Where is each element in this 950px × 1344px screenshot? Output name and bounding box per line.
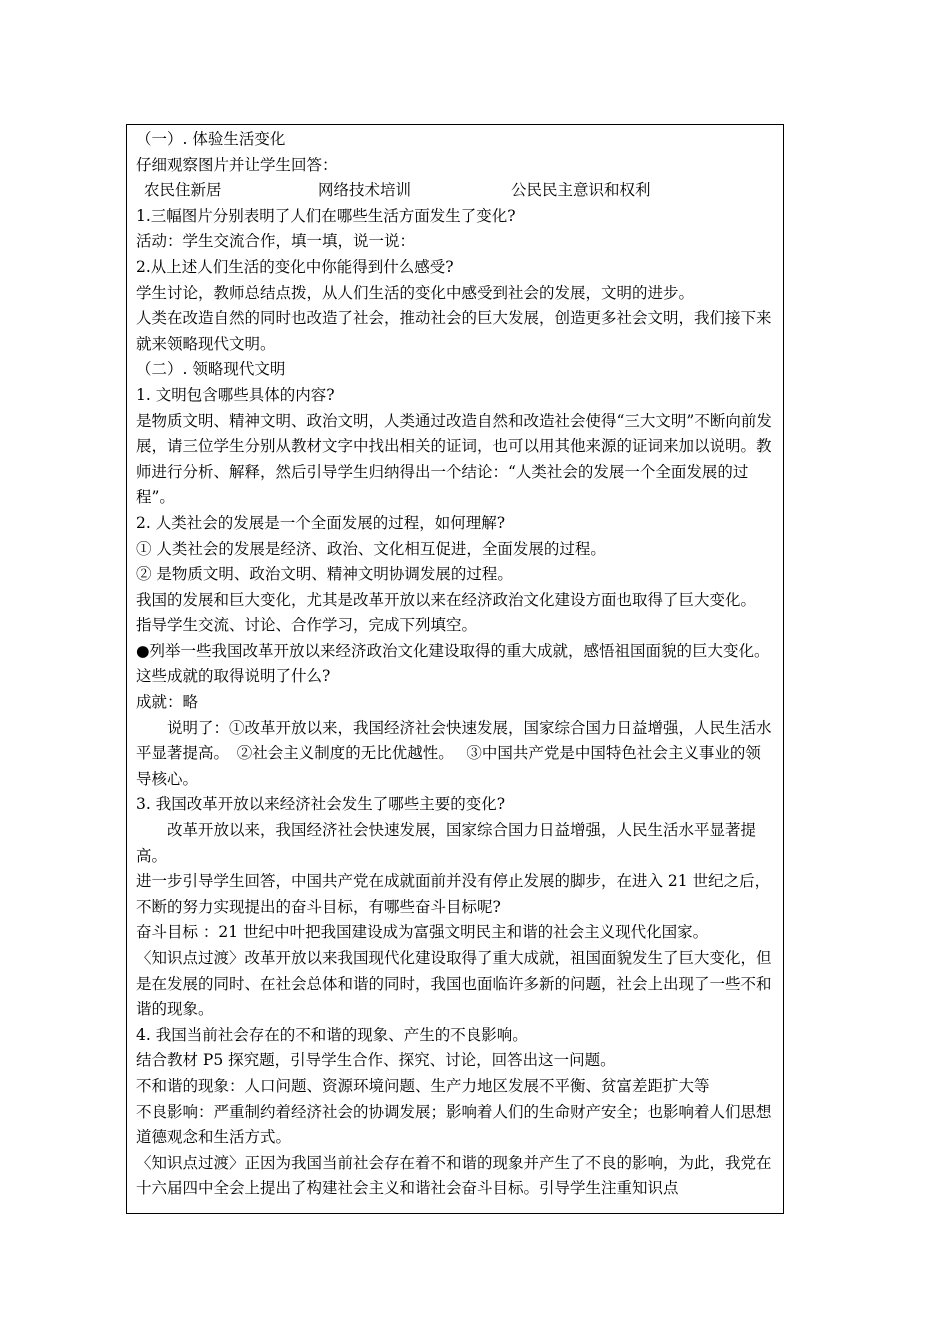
section2-answer-1: 是物质文明、精神文明、政治文明，人类通过改造自然和改造社会使得“三大文明”不断向前发展，请三位学生分别从教材文字中找出相关的证词，也可以用其他来源的证词来加以说明。教师进行分析、解释，然后引导学生归纳得出一个结论：“人类社会的发展一个全面发展的过程”。 (136, 411, 772, 507)
picture-captions (136, 178, 776, 204)
section1-heading: （一）. 体验生活变化 (136, 130, 286, 148)
observe-prompt: 仔细观察图片并让学生回答： (136, 155, 338, 174)
section2-answer-2-point-1: ① 人类社会的发展是经济、政治、文化相互促进，全面发展的过程。 (136, 539, 606, 558)
picture-caption-2: 网络技术培训 (318, 181, 412, 200)
section2-question-2: 2. 人类社会的发展是一个全面发展的过程，如何理解? (136, 513, 506, 532)
transition-text-2: 〈知识点过渡〉改革开放以来我国现代化建设取得了重大成就，祖国面貌发生了巨大变化，但是在发展的同时、在社会总体和谐的同时，我国也面临许多新的问题，社会上出现了一些不和谐的现象。 (136, 949, 772, 1019)
bullet-task: ●列举一些我国改革开放以来经济政治文化建设取得的重大成就，感悟祖国面貌的巨大变化。这些成就的取得说明了什么? (136, 641, 770, 686)
discussion-text: 学生讨论，教师总结点拨，从人们生活的变化中感受到社会的发展，文明的进步。 (136, 283, 695, 302)
question-1: 1.三幅图片分别表明了人们在哪些生活方面发生了变化? (136, 206, 516, 225)
section2-question-1: 1. 文明包含哪些具体的内容? (136, 385, 335, 404)
transition-text-1: 人类在改造自然的同时也改造了社会，推动社会的巨大发展，创造更多社会文明，我们接下来就来领略现代文明。 (136, 309, 772, 353)
section2-question-3: 3. 我国改革开放以来经济社会发生了哪些主要的变化? (136, 795, 506, 814)
impact-text: 不良影响：严重制约着经济社会的协调发展；影响着人们的生命财产安全；也影响着人们思想道德观念和生活方式。 (136, 1102, 772, 1147)
activity-text: 活动：学生交流合作，填一填，说一说： (136, 232, 416, 251)
achievement-text: 成就：略 (136, 693, 199, 712)
lesson-content (136, 127, 776, 1202)
picture-caption-1: 农民住新居 (144, 181, 222, 200)
china-development-text: 我国的发展和巨大变化，尤其是改革开放以来在经济政治文化建设方面也取得了巨大变化。 (136, 590, 757, 609)
section2-answer-3: 改革开放以来，我国经济社会快速发展，国家综合国力日益增强，人民生活水平显著提高。 (136, 821, 757, 865)
section2-answer-2-point-2: ② 是物质文明、政治文明、精神文明协调发展的过程。 (136, 565, 513, 584)
goal-text: 奋斗目标 ：21 世纪中叶把我国建设成为富强文明民主和谐的社会主义现代化国家。 (136, 923, 709, 942)
disharmony-text: 不和谐的现象：人口问题、资源环境问题、生产力地区发展不平衡、贫富差距扩大等 (136, 1076, 710, 1095)
picture-caption-3: 公民民主意识和权利 (511, 181, 651, 200)
question-2: 2.从上述人们生活的变化中你能得到什么感受? (136, 257, 454, 276)
guide-text: 指导学生交流、讨论、合作学习，完成下列填空。 (136, 616, 478, 635)
section2-heading: （二）. 领略现代文明 (136, 360, 286, 379)
textbook-text: 结合教材 P5 探究题，引导学生合作、探究、讨论，回答出这一问题。 (136, 1051, 616, 1070)
section2-question-4: 4. 我国当前社会存在的不和谐的现象、产生的不良影响。 (136, 1025, 528, 1044)
further-guidance-text: 进一步引导学生回答，中国共产党在成就面前并没有停止发展的脚步，在进入 21 世纪之后，不断的努力实现提出的奋斗目标，有哪些奋斗目标呢? (136, 872, 771, 916)
transition-text-3: 〈知识点过渡〉正因为我国当前社会存在着不和谐的现象并产生了不良的影响，为此，我党在十六届四中全会上提出了构建社会主义和谐社会奋斗目标。引导学生注重知识点 (136, 1153, 772, 1198)
explanation-text: 说明了：①改革开放以来，我国经济社会快速发展，国家综合国力日益增强，人民生活水平显著提高。 ②社会主义制度的无比优越性。 ③中国共产党是中国特色社会主义事业的领导核心。 (136, 718, 772, 788)
